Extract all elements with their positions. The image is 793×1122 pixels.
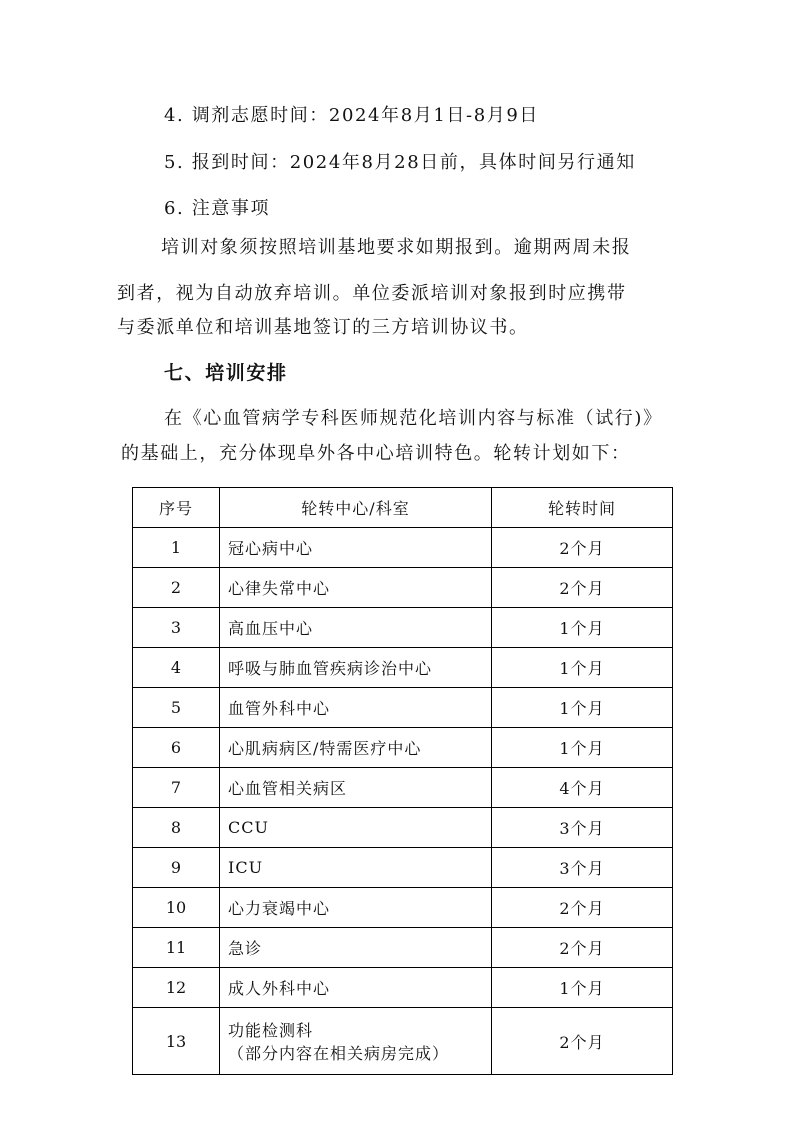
table-row xyxy=(133,848,673,888)
row-no: 5 xyxy=(133,688,220,728)
item-6-notes: 6. 注意事项 xyxy=(164,198,271,219)
table-row xyxy=(133,768,673,808)
header-no: 序号 xyxy=(133,488,220,528)
row-time: 4个月 xyxy=(492,768,673,808)
row-dept: 冠心病中心 xyxy=(220,528,492,568)
row-dept-note: （部分内容在相关病房完成） xyxy=(228,1044,450,1063)
row-dept: 心力衰竭中心 xyxy=(220,888,492,928)
row-time: 2个月 xyxy=(492,528,673,568)
section-heading: 七、培训安排 xyxy=(164,362,288,384)
row-no: 13 xyxy=(133,1008,220,1075)
item-5-report-time: 5. 报到时间：2024年8月28日前，具体时间另行通知 xyxy=(164,152,636,173)
row-no: 12 xyxy=(133,968,220,1008)
row-time: 1个月 xyxy=(492,968,673,1008)
row-time: 1个月 xyxy=(492,608,673,648)
table-row xyxy=(133,528,673,568)
notice-line-1: 培训对象须按照培训基地要求如期报到。逾期两周未报 xyxy=(161,237,632,258)
rotation-table xyxy=(132,487,673,1075)
notice-line-2: 到者，视为自动放弃培训。单位委派培训对象报到时应携带 xyxy=(117,283,627,304)
row-dept: 急诊 xyxy=(220,928,492,968)
intro-line-2: 的基础上，充分体现阜外各中心培训特色。轮转计划如下： xyxy=(121,443,631,464)
row-dept: 心血管相关病区 xyxy=(220,768,492,808)
row-time: 2个月 xyxy=(492,1008,673,1075)
row-dept: CCU xyxy=(220,808,492,848)
table-row xyxy=(133,1008,673,1075)
row-time: 2个月 xyxy=(492,568,673,608)
row-no: 7 xyxy=(133,768,220,808)
row-dept: 成人外科中心 xyxy=(220,968,492,1008)
header-dept: 轮转中心/科室 xyxy=(220,488,492,528)
intro-line-1: 在《心血管病学专科医师规范化培训内容与标准（试行)》 xyxy=(164,408,663,429)
row-no: 10 xyxy=(133,888,220,928)
table-header-row xyxy=(133,488,673,528)
row-dept: 心律失常中心 xyxy=(220,568,492,608)
row-no: 4 xyxy=(133,648,220,688)
table-row xyxy=(133,808,673,848)
row-time: 3个月 xyxy=(492,848,673,888)
row-dept: 心肌病病区/特需医疗中心 xyxy=(220,728,492,768)
table-row xyxy=(133,928,673,968)
row-dept-name: 功能检测科 xyxy=(228,1021,314,1040)
row-dept: ICU xyxy=(220,848,492,888)
table-row xyxy=(133,608,673,648)
table-row xyxy=(133,568,673,608)
header-time: 轮转时间 xyxy=(492,488,673,528)
row-no: 9 xyxy=(133,848,220,888)
item-4-adjustment-time: 4. 调剂志愿时间：2024年8月1日-8月9日 xyxy=(164,105,539,126)
row-time: 3个月 xyxy=(492,808,673,848)
row-no: 1 xyxy=(133,528,220,568)
row-dept: 血管外科中心 xyxy=(220,688,492,728)
row-time: 1个月 xyxy=(492,688,673,728)
row-no: 8 xyxy=(133,808,220,848)
row-no: 2 xyxy=(133,568,220,608)
row-time: 1个月 xyxy=(492,728,673,768)
row-dept: 呼吸与肺血管疾病诊治中心 xyxy=(220,648,492,688)
table-row xyxy=(133,968,673,1008)
row-no: 6 xyxy=(133,728,220,768)
row-dept: 高血压中心 xyxy=(220,608,492,648)
row-dept xyxy=(220,1008,492,1075)
row-time: 2个月 xyxy=(492,888,673,928)
notice-line-3: 与委派单位和培训基地签订的三方培训协议书。 xyxy=(117,317,529,338)
row-no: 3 xyxy=(133,608,220,648)
row-no: 11 xyxy=(133,928,220,968)
row-time: 2个月 xyxy=(492,928,673,968)
table-row xyxy=(133,728,673,768)
table-row xyxy=(133,688,673,728)
row-time: 1个月 xyxy=(492,648,673,688)
table-row xyxy=(133,888,673,928)
table-row xyxy=(133,648,673,688)
